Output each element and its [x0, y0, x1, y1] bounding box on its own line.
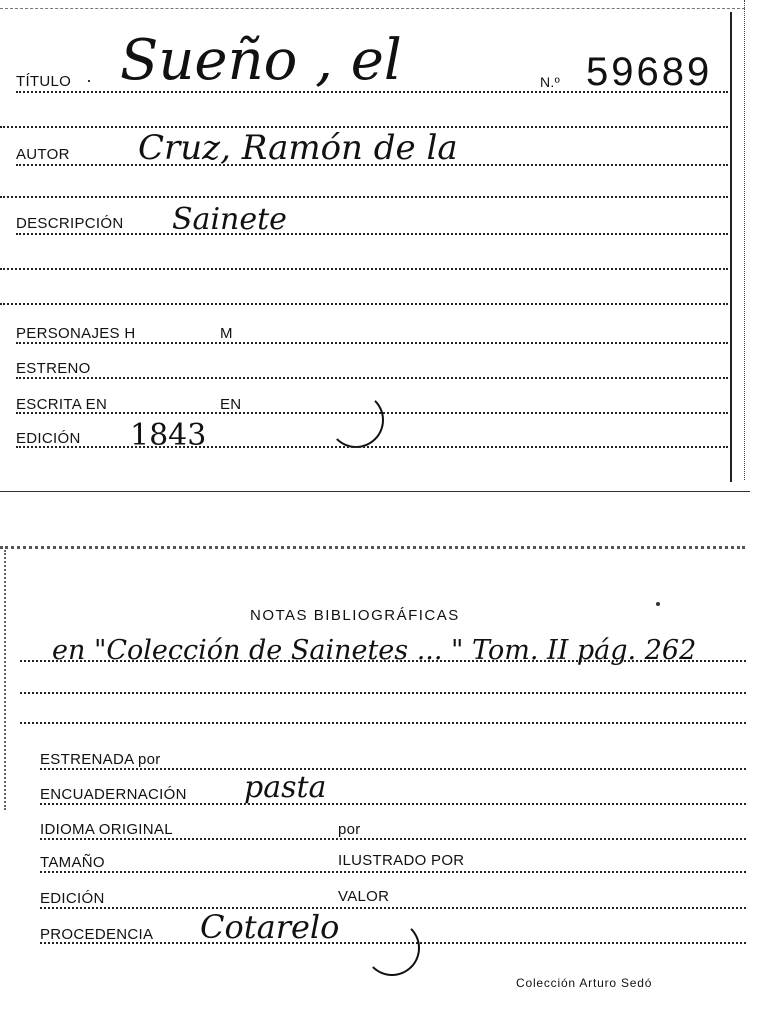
procedencia-label: PROCEDENCIA [40, 926, 154, 943]
autor-label: AUTOR [16, 146, 70, 163]
descripcion-value: Sainete [172, 202, 287, 237]
card-back-top-edge [0, 546, 745, 549]
idioma-line [40, 838, 746, 840]
personajes-line [16, 342, 728, 344]
edicion-back-label: EDICIÓN [40, 890, 105, 907]
catalog-card-back [0, 540, 759, 1028]
card-outer-edge [744, 0, 745, 480]
autor-line [16, 164, 728, 166]
ilustrado-label: ILUSTRADO POR [338, 852, 465, 869]
card-bottom-edge [0, 491, 750, 492]
escrita-en-label: ESCRITA EN [16, 396, 108, 413]
catalog-card-front [0, 0, 759, 493]
notas-line-1 [20, 660, 746, 662]
personajes-label: PERSONAJES H [16, 325, 136, 342]
notas-value: en "Colección de Sainetes ... " Tom. II pág. 262 [52, 635, 697, 666]
numero-label: N.º [540, 74, 561, 90]
card-back-left-edge [4, 550, 6, 810]
notas-line-3 [20, 722, 746, 724]
edicion-back-line [40, 907, 746, 909]
estreno-label: ESTRENO [16, 360, 91, 377]
estrenada-label: ESTRENADA por [40, 751, 161, 768]
autor-value: Cruz, Ramón de la [138, 128, 458, 168]
titulo-colon: · [86, 70, 93, 90]
stamp-circle-back [364, 920, 420, 976]
collection-footer: Colección Arturo Sedó [516, 976, 653, 990]
card-top-edge [0, 8, 745, 9]
titulo-value: Sueño , el [120, 28, 402, 93]
edicion-line [16, 446, 728, 448]
card-right-edge [730, 12, 732, 482]
descripcion-label: DESCRIPCIÓN [16, 215, 124, 232]
encuadernacion-value: pasta [244, 770, 327, 805]
valor-label: VALOR [338, 888, 390, 905]
descripcion-line [16, 233, 728, 235]
titulo-label: TÍTULO [16, 73, 72, 90]
idioma-por-label: por [338, 821, 361, 838]
blank-line-1 [0, 268, 728, 270]
encuadernacion-label: ENCUADERNACIÓN [40, 786, 187, 803]
numero-value: 59689 [586, 50, 713, 94]
blank-line-2 [0, 303, 728, 305]
stamp-circle [328, 392, 384, 448]
notas-heading: NOTAS BIBLIOGRÁFICAS [250, 607, 460, 624]
tamano-label: TAMAÑO [40, 854, 105, 871]
estreno-line [16, 377, 728, 379]
titulo-line [16, 91, 728, 93]
edicion-value: 1843 [130, 418, 207, 453]
autor-line-2 [0, 196, 728, 198]
encuadernacion-line [40, 803, 746, 805]
ink-speck [656, 602, 660, 606]
procedencia-value: Cotarelo [200, 908, 340, 946]
edicion-label: EDICIÓN [16, 430, 81, 447]
personajes-m-label: M [220, 325, 233, 342]
tamano-line [40, 871, 746, 873]
escrita-en2-label: EN [220, 396, 242, 413]
notas-line-2 [20, 692, 746, 694]
idioma-label: IDIOMA ORIGINAL [40, 821, 173, 838]
estrenada-line [40, 768, 746, 770]
